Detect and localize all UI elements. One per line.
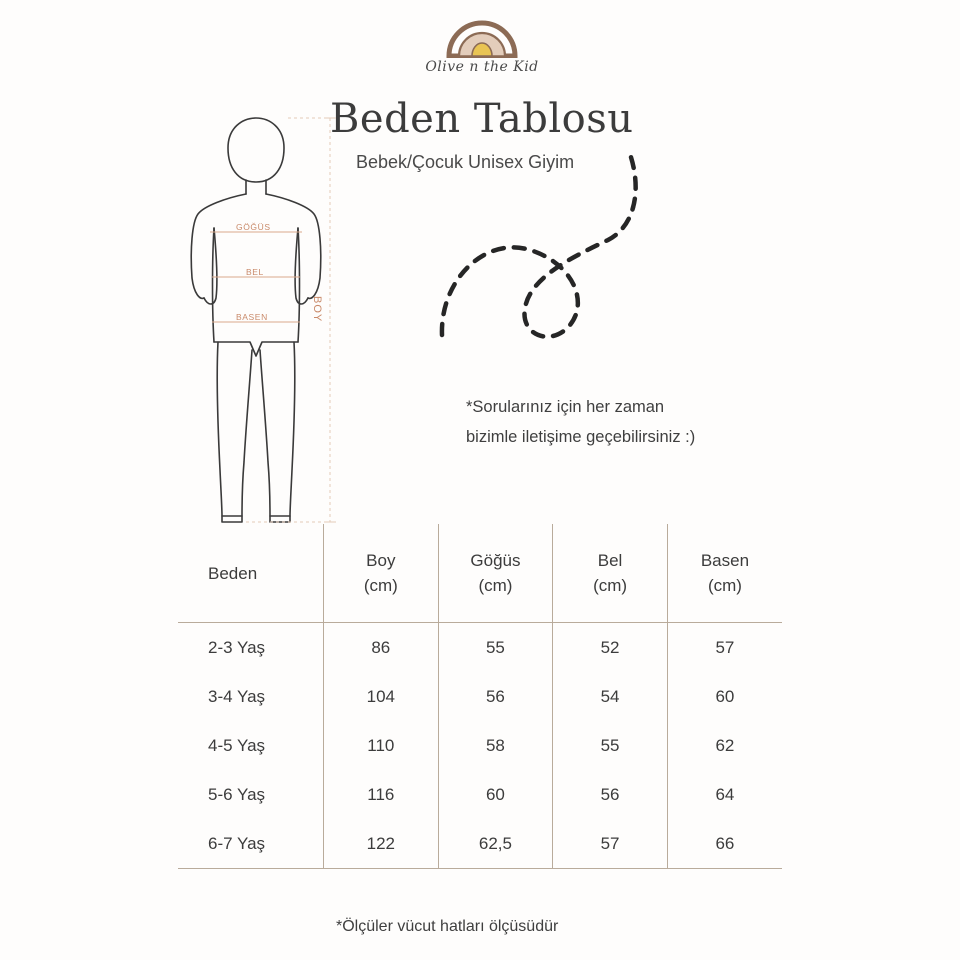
cell-bel: 52 <box>553 623 668 673</box>
cell-beden: 2-3 Yaş <box>178 623 324 673</box>
cell-boy: 122 <box>324 819 439 869</box>
figure-label-waist: BEL <box>246 267 264 277</box>
cell-boy: 104 <box>324 672 439 721</box>
table-row <box>178 819 782 869</box>
cell-gogus: 58 <box>438 721 553 770</box>
cell-gogus: 55 <box>438 623 553 673</box>
cell-beden: 5-6 Yaş <box>208 784 266 804</box>
cell-basen: 57 <box>667 623 782 673</box>
decorative-swirl-icon <box>430 140 670 370</box>
contact-note-line1: *Sorularınız için her zaman <box>466 398 665 416</box>
col-header-beden: Beden <box>208 563 258 583</box>
cell-basen: 62 <box>667 721 782 770</box>
cell-basen: 60 <box>667 672 782 721</box>
cell-bel: 56 <box>553 770 668 819</box>
cell-boy: 110 <box>324 721 439 770</box>
table-header-row <box>178 524 782 623</box>
figure-label-hip: BASEN <box>236 312 268 322</box>
contact-note-line2: bizimle iletişime geçebilirsiniz :) <box>466 428 696 446</box>
table-row <box>178 770 782 819</box>
cell-basen: 66 <box>667 819 782 869</box>
figure-label-height: BOY <box>311 296 323 323</box>
col-header-boy: Boy (cm) <box>324 524 439 623</box>
page-title: Beden Tablosu <box>330 96 634 142</box>
table-footnote: *Ölçüler vücut hatları ölçüsüdür <box>336 918 559 935</box>
page-subtitle: Bebek/Çocuk Unisex Giyim <box>356 152 575 172</box>
brand-logo <box>402 8 562 80</box>
body-measurement-figure <box>180 110 355 530</box>
rainbow-arch-logo-icon <box>445 8 519 58</box>
figure-label-chest: GÖĞÜS <box>236 222 271 232</box>
table-row <box>178 623 782 673</box>
col-header-basen: Basen (cm) <box>667 524 782 623</box>
brand-name: Olive n the Kid <box>425 59 539 75</box>
cell-beden: 6-7 Yaş <box>178 819 324 869</box>
col-header-bel: Bel (cm) <box>553 524 668 623</box>
cell-bel: 57 <box>553 819 668 869</box>
cell-beden: 3-4 Yaş <box>208 686 266 706</box>
table-row <box>178 721 782 770</box>
cell-bel: 54 <box>553 672 668 721</box>
table-row <box>178 672 782 721</box>
contact-note <box>466 392 786 452</box>
col-header-gogus: Göğüs (cm) <box>438 524 553 623</box>
cell-gogus: 60 <box>438 770 553 819</box>
cell-basen: 64 <box>667 770 782 819</box>
cell-beden: 4-5 Yaş <box>208 735 266 755</box>
cell-bel: 55 <box>553 721 668 770</box>
cell-boy: 116 <box>324 770 439 819</box>
cell-boy: 86 <box>324 623 439 673</box>
size-table <box>178 524 782 869</box>
cell-gogus: 56 <box>438 672 553 721</box>
cell-gogus: 62,5 <box>438 819 553 869</box>
